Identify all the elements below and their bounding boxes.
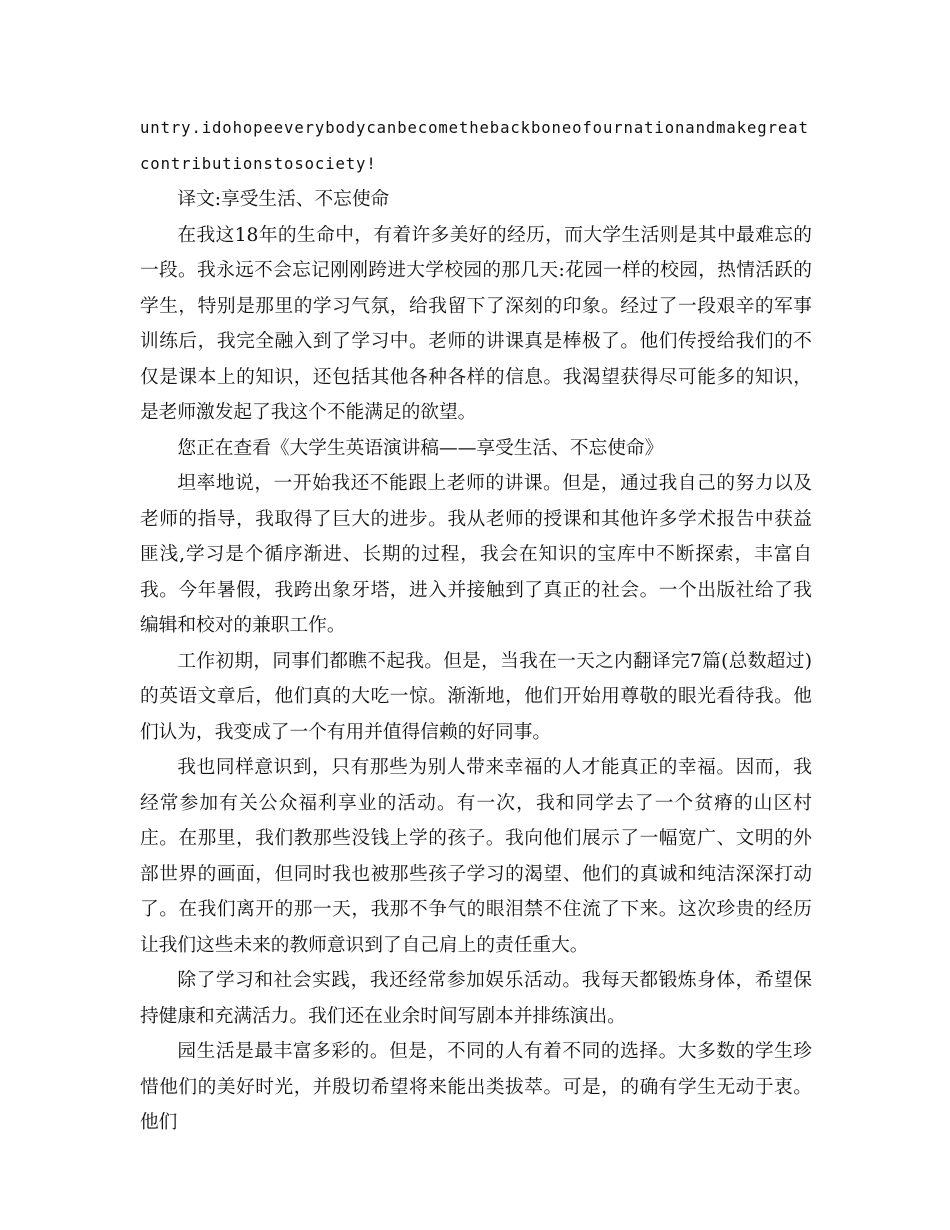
paragraph-recreation: 除了学习和社会实践，我还经常参加娱乐活动。我每天都锻炼身体，希望保持健康和充满活力。我们还在业余时间写剧本并排练演出。 xyxy=(140,970,812,1027)
paragraph-progress: 坦率地说，一开始我还不能跟上老师的讲课。但是，通过我自己的努力以及老师的指导，我取得了巨大的进步。我从老师的授课和其他许多学术报告中获益匪浅,学习是个循序渐进、长期的过程，我会在知识的宝库中不断探索，丰富自我。今年暑假，我跨出象牙塔，进入并接触到了真正的社会。一个出版社给了我编辑和校对的兼职工作。 xyxy=(140,473,812,636)
english-continuation-paragraph: untry.idohopeeverybodycanbecomethebackboneofournationandmakegreatcontributionstosociety! xyxy=(140,119,809,173)
paragraph-work: 工作初期，同事们都瞧不起我。但是，当我在一天之内翻译完7篇(总数超过)的英语文章后，他们真的大吃一惊。渐渐地，他们开始用尊敬的眼光看待我。他们认为，我变成了一个有用并值得信赖的好同事。 xyxy=(140,650,812,743)
document-body xyxy=(140,111,812,1141)
translation-heading: 译文:享受生活、不忘使命 xyxy=(177,189,390,210)
paragraph-campus-choices: 园生活是最丰富多彩的。但是，不同的人有着不同的选择。大多数的学生珍惜他们的美好时光，并殷切希望将来能出类拔萃。可是，的确有学生无动于衷。他们 xyxy=(140,1041,812,1133)
paragraph-public-welfare: 我也同样意识到，只有那些为别人带来幸福的人才能真正的幸福。因而，我经常参加有关公众福利享业的活动。有一次，我和同学去了一个贫瘠的山区村庄。在那里，我们教那些没钱上学的孩子。我向他们展示了一幅宽广、文明的外部世界的画面，但同时我也被那些孩子学习的渴望、他们的真诚和纯洁深深打动了。在我们离开的那一天，我那不争气的眼泪禁不住流了下来。这次珍贵的经历让我们这些未来的教师意识到了自己肩上的责任重大。 xyxy=(140,757,812,956)
viewing-notice: 您正在查看《大学生英语演讲稿——享受生活、不忘使命》 xyxy=(177,437,664,459)
paragraph-university-life: 在我这18年的生命中，有着许多美好的经历，而大学生活则是其中最难忘的一段。我永远不会忘记刚刚跨进大学校园的那几天:花园一样的校园，热情活跃的学生，特别是那里的学习气氛，给我留下了深刻的印象。经过了一段艰辛的军事训练后，我完全融入到了学习中。老师的讲课真是棒极了。他们传授给我们的不仅是课本上的知识，还包括其他各种各样的信息。我渴望获得尽可能多的知识，是老师激发起了我这个不能满足的欲望。 xyxy=(140,224,812,423)
